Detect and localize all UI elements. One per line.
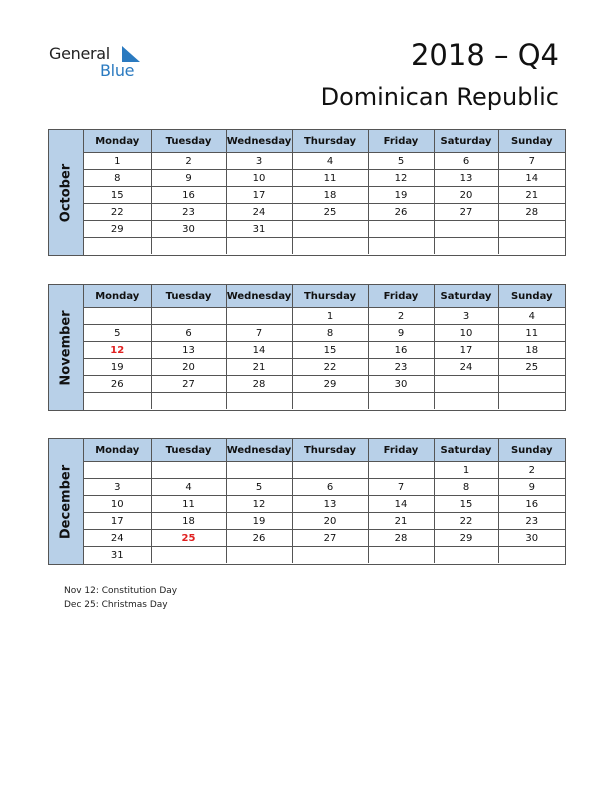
week-row [84,187,565,204]
day-cell: 23 [368,359,434,376]
day-cell: 14 [368,496,434,513]
day-cell: 19 [226,513,292,530]
empty-day-cell [498,376,565,393]
week-row [84,308,565,325]
day-cell: 29 [292,376,368,393]
day-cell: 28 [368,530,434,547]
day-cell: 5 [368,153,434,170]
calendar-table [84,439,565,563]
empty-day-cell [498,221,565,238]
day-cell: 1 [292,308,368,325]
day-cell: 1 [434,462,498,479]
day-cell: 16 [498,496,565,513]
weekday-header: Wednesday [226,285,292,308]
generalblue-logo [49,44,149,84]
weekday-header: Monday [84,285,151,308]
day-cell: 8 [292,325,368,342]
page-title: 2018 – Q4 [410,38,559,72]
day-cell: 4 [498,308,565,325]
day-cell: 28 [226,376,292,393]
day-cell: 26 [84,376,151,393]
empty-day-cell [368,221,434,238]
day-cell: 3 [84,479,151,496]
month-name: October [58,163,74,222]
holiday-note: Dec 25: Christmas Day [64,600,168,610]
day-cell: 24 [434,359,498,376]
week-row [84,325,565,342]
calendar-table [84,130,565,254]
logo-text-general: General [49,44,110,63]
weekday-header: Thursday [292,130,368,153]
day-cell: 30 [151,221,226,238]
weekday-header: Friday [368,285,434,308]
day-cell: 25 [151,530,226,547]
day-cell: 20 [434,187,498,204]
day-cell: 2 [498,462,565,479]
day-cell: 20 [292,513,368,530]
holiday-note: Nov 12: Constitution Day [64,586,178,596]
day-cell: 30 [498,530,565,547]
day-cell: 17 [226,187,292,204]
empty-day-cell [434,238,498,255]
calendar-table [84,285,565,409]
weekday-header: Tuesday [151,130,226,153]
empty-day-cell [151,238,226,255]
day-cell: 18 [292,187,368,204]
day-cell: 21 [368,513,434,530]
day-cell: 10 [226,170,292,187]
day-cell: 2 [368,308,434,325]
day-cell: 6 [434,153,498,170]
day-cell: 13 [292,496,368,513]
day-cell: 29 [84,221,151,238]
weekday-header: Thursday [292,439,368,462]
week-row [84,530,565,547]
day-cell: 2 [151,153,226,170]
empty-day-cell [226,547,292,564]
day-cell: 20 [151,359,226,376]
empty-day-cell [151,547,226,564]
day-cell: 5 [84,325,151,342]
month-label [49,130,84,255]
empty-day-cell [292,221,368,238]
week-row [84,547,565,564]
week-row [84,462,565,479]
day-cell: 25 [498,359,565,376]
day-cell: 24 [226,204,292,221]
day-cell: 14 [498,170,565,187]
weekday-header: Saturday [434,130,498,153]
weekday-header: Monday [84,130,151,153]
weekday-header: Wednesday [226,439,292,462]
day-cell: 12 [368,170,434,187]
empty-day-cell [292,238,368,255]
day-cell: 17 [434,342,498,359]
day-cell: 22 [84,204,151,221]
day-cell: 19 [368,187,434,204]
empty-day-cell [292,547,368,564]
weekday-header-row [84,439,565,462]
day-cell: 12 [226,496,292,513]
week-row [84,204,565,221]
week-row [84,170,565,187]
empty-day-cell [368,462,434,479]
day-cell: 1 [84,153,151,170]
day-cell: 18 [151,513,226,530]
day-cell: 7 [368,479,434,496]
day-cell: 21 [498,187,565,204]
day-cell: 7 [498,153,565,170]
day-cell: 5 [226,479,292,496]
day-cell: 6 [292,479,368,496]
empty-day-cell [498,238,565,255]
empty-day-cell [84,238,151,255]
month-december [48,438,566,565]
day-cell: 26 [226,530,292,547]
day-cell: 11 [292,170,368,187]
empty-day-cell [434,221,498,238]
month-label [49,439,84,564]
weekday-header: Friday [368,130,434,153]
week-row [84,342,565,359]
month-name: November [58,309,74,386]
day-cell: 25 [292,204,368,221]
weekday-header: Saturday [434,285,498,308]
day-cell: 4 [292,153,368,170]
empty-day-cell [84,462,151,479]
day-cell: 3 [434,308,498,325]
day-cell: 15 [434,496,498,513]
weekday-header: Sunday [498,130,565,153]
weekday-header: Sunday [498,285,565,308]
day-cell: 29 [434,530,498,547]
weekday-header: Sunday [498,439,565,462]
holiday-notes [64,584,177,612]
empty-day-cell [226,462,292,479]
logo-text-blue: Blue [100,61,135,80]
week-row [84,376,565,393]
day-cell: 7 [226,325,292,342]
day-cell: 8 [84,170,151,187]
day-cell: 19 [84,359,151,376]
week-row [84,479,565,496]
day-cell: 9 [498,479,565,496]
day-cell: 10 [434,325,498,342]
day-cell: 15 [84,187,151,204]
empty-day-cell [226,308,292,325]
day-cell: 31 [226,221,292,238]
month-name: December [58,464,74,539]
weekday-header: Tuesday [151,439,226,462]
weekday-header: Wednesday [226,130,292,153]
day-cell: 15 [292,342,368,359]
day-cell: 4 [151,479,226,496]
day-cell: 16 [151,187,226,204]
month-november [48,284,566,411]
country-name: Dominican Republic [320,83,559,111]
empty-day-cell [151,462,226,479]
day-cell: 18 [498,342,565,359]
empty-day-cell [292,462,368,479]
day-cell: 14 [226,342,292,359]
empty-day-cell [368,238,434,255]
empty-day-cell [434,393,498,410]
month-october [48,129,566,256]
month-label [49,285,84,410]
empty-day-cell [151,308,226,325]
empty-day-cell [84,308,151,325]
week-row [84,153,565,170]
day-cell: 30 [368,376,434,393]
day-cell: 6 [151,325,226,342]
logo-triangle-icon [122,46,142,62]
day-cell: 9 [151,170,226,187]
day-cell: 3 [226,153,292,170]
day-cell: 17 [84,513,151,530]
day-cell: 24 [84,530,151,547]
day-cell: 8 [434,479,498,496]
weekday-header-row [84,285,565,308]
week-row [84,513,565,530]
empty-day-cell [434,376,498,393]
weekday-header: Saturday [434,439,498,462]
day-cell: 27 [151,376,226,393]
day-cell: 11 [151,496,226,513]
week-row [84,393,565,410]
day-cell: 26 [368,204,434,221]
weekday-header: Thursday [292,285,368,308]
day-cell: 9 [368,325,434,342]
day-cell: 13 [434,170,498,187]
day-cell: 21 [226,359,292,376]
weekday-header-row [84,130,565,153]
empty-day-cell [226,393,292,410]
empty-day-cell [498,393,565,410]
empty-day-cell [226,238,292,255]
empty-day-cell [84,393,151,410]
day-cell: 28 [498,204,565,221]
day-cell: 23 [151,204,226,221]
day-cell: 22 [434,513,498,530]
weekday-header: Tuesday [151,285,226,308]
day-cell: 13 [151,342,226,359]
empty-day-cell [368,547,434,564]
day-cell: 11 [498,325,565,342]
empty-day-cell [368,393,434,410]
day-cell: 27 [292,530,368,547]
day-cell: 12 [84,342,151,359]
empty-day-cell [151,393,226,410]
empty-day-cell [498,547,565,564]
week-row [84,496,565,513]
week-row [84,238,565,255]
day-cell: 23 [498,513,565,530]
day-cell: 16 [368,342,434,359]
week-row [84,359,565,376]
week-row [84,221,565,238]
day-cell: 22 [292,359,368,376]
empty-day-cell [292,393,368,410]
weekday-header: Monday [84,439,151,462]
day-cell: 10 [84,496,151,513]
empty-day-cell [434,547,498,564]
weekday-header: Friday [368,439,434,462]
day-cell: 31 [84,547,151,564]
day-cell: 27 [434,204,498,221]
